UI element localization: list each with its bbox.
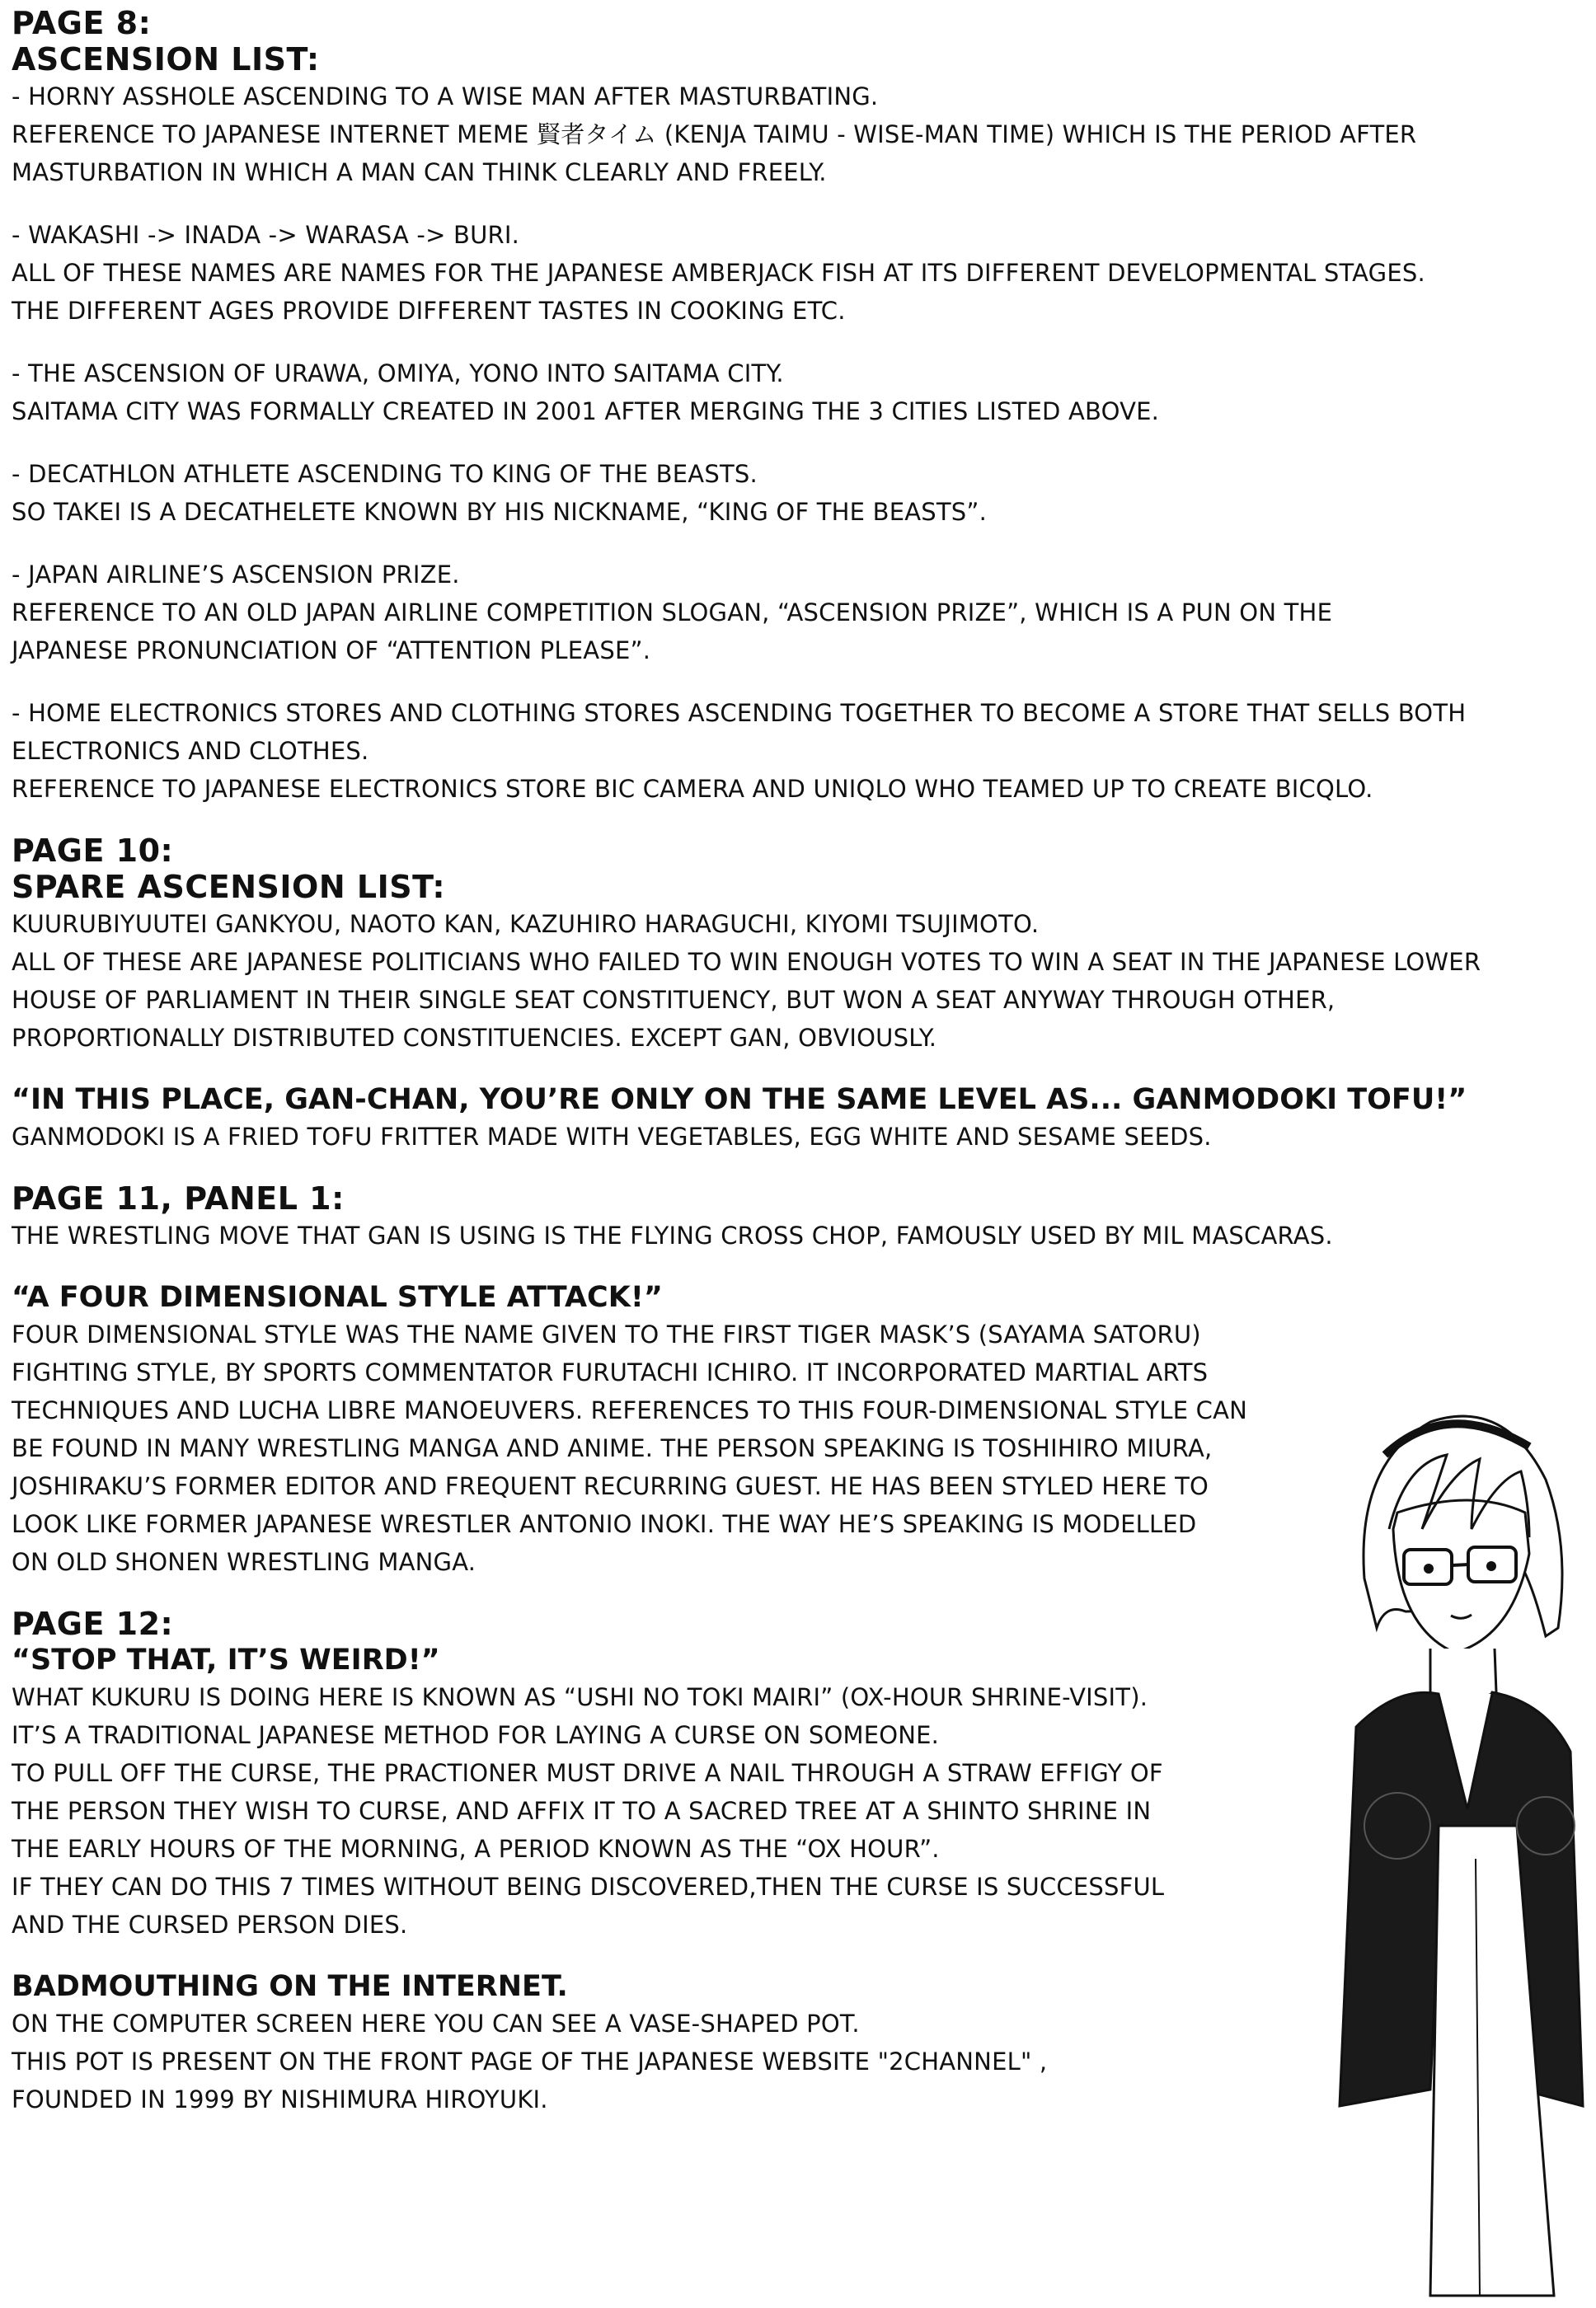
page12-heading: PAGE 12: (12, 1606, 174, 1642)
page10-quote: “IN THIS PLACE, GAN-CHAN, YOU’RE ONLY ON THE SAME LEVEL AS... GANMODOKI TOFU!” (12, 1083, 1467, 1116)
page8-item-4-line: - DECATHLON ATHLETE ASCENDING TO KING OF THE BEASTS. (12, 460, 758, 488)
page8-item-3-line: - THE ASCENSION OF URAWA, OMIYA, YONO INTO SAITAMA CITY. (12, 359, 784, 387)
turtleneck (1430, 1649, 1496, 1700)
page10-section (12, 833, 1578, 1156)
page8-item-1-note: REFERENCE TO JAPANESE INTERNET MEME 賢者タイム (KENJA TAIMU - WISE-MAN TIME) WHICH IS THE PERIOD AFTER MASTURBATION IN WHICH A MAN CAN THINK CLEARLY AND FREELY. (12, 120, 1417, 186)
page8-item-4-note: SO TAKEI IS A DECATHELETE KNOWN BY HIS NICKNAME, “KING OF THE BEASTS”. (12, 498, 988, 526)
page11-quote: “A FOUR DIMENSIONAL STYLE ATTACK!” (12, 1281, 663, 1314)
page8-heading: PAGE 8: (12, 5, 152, 41)
page11-heading: PAGE 11, PANEL 1: (12, 1180, 345, 1217)
page10-text: KUURUBIYUUTEI GANKYOU, NAOTO KAN, KAZUHIRO HARAGUCHI, KIYOMI TSUJIMOTO. ALL OF THESE ARE JAPANESE POLITICIANS WHO FAILED TO WIN ENOUGH VOTES TO WIN A SEAT IN THE JAPANESE LOWER HOUSE OF PARLIAMENT IN THEIR SINGLE SEAT CONSTITUENCY, BUT WON A SEAT ANYWAY THROUGH OTHER, PROPORTIONALLY DISTRIBUTED CONSTITUENCIES. EXCEPT GAN, OBVIOUSLY. (12, 910, 1481, 1052)
page8-section (12, 5, 1578, 808)
manga-girl-illustration (1307, 1364, 1587, 2304)
page10-subheading: SPARE ASCENSION LIST: (12, 869, 446, 905)
page8-item-1-line: - HORNY ASSHOLE ASCENDING TO A WISE MAN AFTER MASTURBATING. (12, 82, 879, 110)
page12-section (12, 1606, 1298, 2118)
page11-text: THE WRESTLING MOVE THAT GAN IS USING IS THE FLYING CROSS CHOP, FAMOUSLY USED BY MIL MASCARAS. (12, 1222, 1333, 1250)
page12-heading2: BADMOUTHING ON THE INTERNET. (12, 1970, 568, 2003)
face (1393, 1500, 1529, 1653)
page8-subheading: ASCENSION LIST: (12, 41, 320, 77)
page11-quote-note: FOUR DIMENSIONAL STYLE WAS THE NAME GIVEN TO THE FIRST TIGER MASK’S (SAYAMA SATORU) FIGHTING STYLE, BY SPORTS COMMENTATOR FURUTACHI ICHIRO. IT INCORPORATED MARTIAL ARTS TECHNIQUES AND LUCHA LIBRE MANOEUVERS. REFERENCES TO THIS FOUR-DIMENSIONAL STYLE CAN BE FOUND IN MANY WRESTLING MANGA AND ANIME. THE PERSON SPEAKING IS TOSHIHIRO MIURA, JOSHIRAKU’S FORMER EDITOR AND FREQUENT RECURRING GUEST. HE HAS BEEN STYLED HERE TO LOOK LIKE FORMER JAPANESE WRESTLER ANTONIO INOKI. THE WAY HE’S SPEAKING IS MODELLED ON OLD SHONEN WRESTLING MANGA. (12, 1321, 1248, 1576)
page8-item-5-line: - JAPAN AIRLINE’S ASCENSION PRIZE. (12, 561, 460, 589)
page8-item-6-note: REFERENCE TO JAPANESE ELECTRONICS STORE BIC CAMERA AND UNIQLO WHO TEAMED UP TO CREATE BICQLO. (12, 775, 1373, 803)
page8-item-2-line: - WAKASHI -> INADA -> WARASA -> BURI. (12, 221, 520, 249)
page12-text2: ON THE COMPUTER SCREEN HERE YOU CAN SEE A VASE-SHAPED POT. THIS POT IS PRESENT ON THE FRONT PAGE OF THE JAPANESE WEBSITE "2CHANNEL" , FOUNDED IN 1999 BY NISHIMURA HIROYUKI. (12, 2010, 1048, 2113)
page8-item-2-note: ALL OF THESE NAMES ARE NAMES FOR THE JAPANESE AMBERJACK FISH AT ITS DIFFERENT DEVELOPMENTAL STAGES. THE DIFFERENT AGES PROVIDE DIFFERENT TASTES IN COOKING ETC. (12, 259, 1425, 325)
page8-item-5-note: REFERENCE TO AN OLD JAPAN AIRLINE COMPETITION SLOGAN, “ASCENSION PRIZE”, WHICH IS A PUN ON THE JAPANESE PRONUNCIATION OF “ATTENTION PLEASE”. (12, 598, 1333, 664)
page10-quote-note: GANMODOKI IS A FRIED TOFU FRITTER MADE WITH VEGETABLES, EGG WHITE AND SESAME SEEDS. (12, 1123, 1212, 1151)
page10-heading: PAGE 10: (12, 833, 174, 869)
page12-quote: “STOP THAT, IT’S WEIRD!” (12, 1644, 440, 1677)
page12-quote-note: WHAT KUKURU IS DOING HERE IS KNOWN AS “USHI NO TOKI MAIRI” (OX-HOUR SHRINE-VISIT). IT’S A TRADITIONAL JAPANESE METHOD FOR LAYING A CURSE ON SOMEONE. TO PULL OFF THE CURSE, THE PRACTIONER MUST DRIVE A NAIL THROUGH A STRAW EFFIGY OF THE PERSON THEY WISH TO CURSE, AND AFFIX IT TO A SACRED TREE AT A SHINTO SHRINE IN THE EARLY HOURS OF THE MORNING, A PERIOD KNOWN AS THE “OX HOUR”. IF THEY CAN DO THIS 7 TIMES WITHOUT BEING DISCOVERED,THEN THE CURSE IS SUCCESSFUL AND THE CURSED PERSON DIES. (12, 1683, 1165, 1939)
page8-item-6-line: - HOME ELECTRONICS STORES AND CLOTHING STORES ASCENDING TOGETHER TO BECOME A STORE THAT SELLS BOTH ELECTRONICS AND CLOTHES. (12, 699, 1467, 765)
page8-item-3-note: SAITAMA CITY WAS FORMALLY CREATED IN 2001 AFTER MERGING THE 3 CITIES LISTED ABOVE. (12, 397, 1160, 425)
